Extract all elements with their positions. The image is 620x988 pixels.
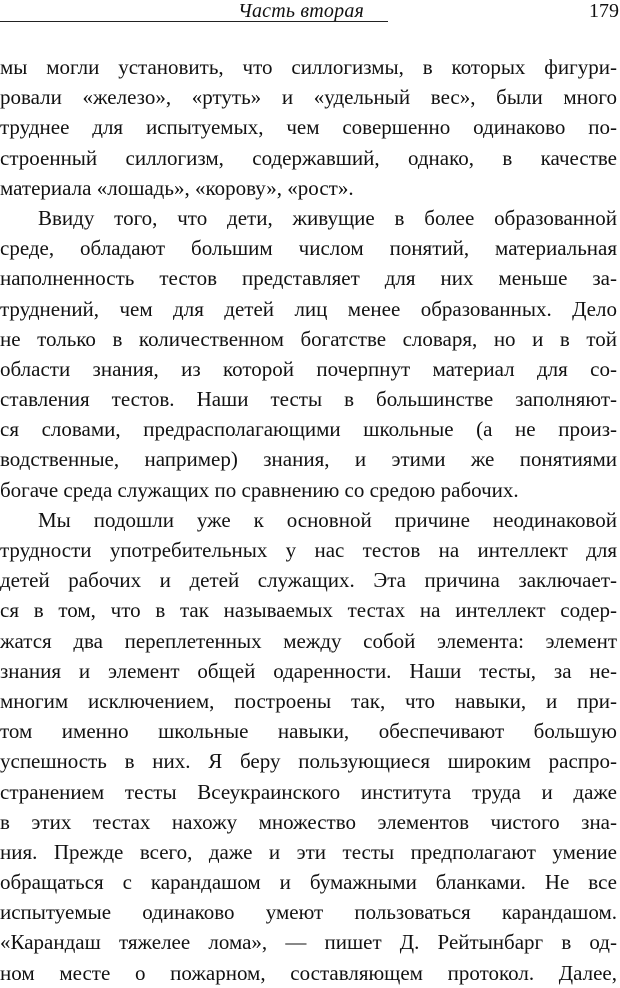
text-line: в этих тестах нахожу множество элементов чистого зна- — [0, 809, 617, 834]
running-head — [0, 0, 620, 22]
text-line: материала «лошадь», «корову», «рост». — [0, 175, 354, 200]
text-line: трудности употребительных у нас тестов на интеллект для — [0, 538, 617, 562]
text-line: среде, обладают большим числом понятий, материальная — [0, 236, 617, 261]
text-line: строенный силлогизм, содержавший, однако, в качестве — [0, 145, 617, 170]
text-line: странением тесты Всеукраинского института труда и даже — [0, 779, 617, 804]
text-line: мы могли установить, что силлогизмы, в которых фигури- — [0, 55, 617, 79]
text-line: богаче среда служащих по сравнению со средою рабочих. — [0, 477, 519, 502]
text-line: наполненность тестов представляет для них меньше за- — [0, 266, 617, 291]
text-line: Ввиду того, что дети, живущие в более образованной — [38, 205, 617, 230]
text-line: испытуемые одинаково умеют пользоваться карандашом. — [0, 900, 617, 925]
text-line: области знания, из которой почерпнут материал для со- — [0, 356, 617, 381]
text-line: многим исключением, построены так, что навыки, и при- — [0, 688, 617, 713]
text-line: ровали «железо», «ртуть» и «удельный вес», были много — [0, 85, 617, 110]
text-line: труднений, чем для детей лиц менее образованных. Дело — [0, 296, 617, 321]
header-rule — [0, 21, 388, 22]
text-line: детей рабочих и детей служащих. Эта причина заключает- — [0, 568, 617, 593]
text-line: ставления тестов. Наши тесты в большинстве заполняют- — [0, 387, 617, 412]
text-line: ния. Прежде всего, даже и эти тесты предполагают умение — [0, 839, 617, 864]
text-line: успешность в них. Я беру пользующиеся широким распро- — [0, 749, 617, 774]
text-line: Мы подошли уже к основной причине неодинаковой — [38, 507, 617, 532]
section-title: Часть вторая — [238, 0, 365, 22]
text-line: ном месте о пожарном, составляющем протокол. Далее, — [0, 960, 617, 985]
text-line: том именно школьные навыки, обеспечивают большую — [0, 719, 617, 744]
paragraph — [0, 52, 617, 203]
text-line: жатся два переплетенных между собой элемента: элемент — [0, 628, 617, 653]
text-line: обращаться с карандашом и бумажными бланками. Не все — [0, 870, 617, 895]
text-line: не только в количественном богатстве словаря, но и в той — [0, 326, 617, 351]
page-number: 179 — [589, 0, 619, 22]
body-text — [0, 52, 617, 988]
text-line: ся в том, что в так называемых тестах на интеллект содер- — [0, 598, 617, 623]
text-line: знания и элемент общей одаренности. Наши тесты, за не- — [0, 658, 617, 683]
text-line: водственные, например) знания, и этими же понятиями — [0, 447, 617, 472]
paragraph — [0, 505, 617, 988]
paragraph — [0, 203, 617, 505]
text-line: «Карандаш тяжелее лома», — пишет Д. Рейтынбарг в од- — [0, 930, 617, 955]
text-line: труднее для испытуемых, чем совершенно одинаково по- — [0, 115, 617, 140]
text-line: ся словами, предрасполагающими школьные (а не произ- — [0, 417, 617, 442]
